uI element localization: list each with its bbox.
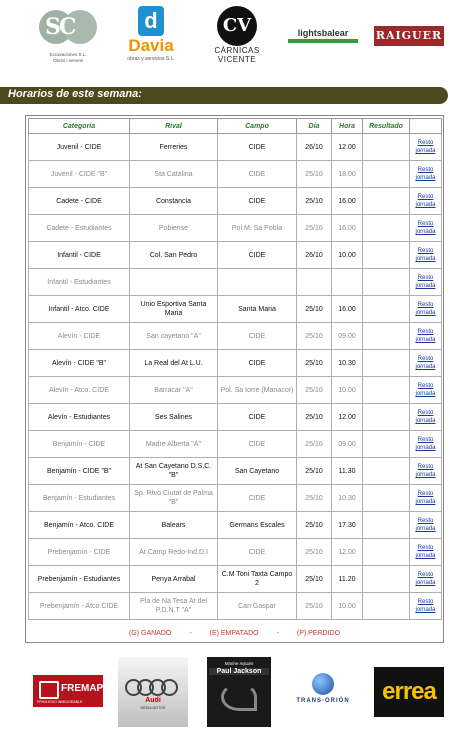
cell-dia: 25/10 — [297, 566, 332, 593]
cell-campo — [218, 269, 297, 296]
cell-hora: 10.30 — [332, 350, 363, 377]
cell-hora: 11.30 — [332, 458, 363, 485]
cell-hora: 12.00 — [332, 539, 363, 566]
cell-resultado — [363, 431, 410, 458]
cell-rival: Col. San Pedro — [130, 242, 218, 269]
link-text-2: jornada — [415, 148, 436, 154]
resto-jornada-link[interactable] — [412, 193, 439, 209]
cell-resultado — [363, 134, 410, 161]
section-header — [0, 87, 448, 104]
cell-dia: 25/10 — [297, 377, 332, 404]
cell-dia: 25/10 — [297, 593, 332, 620]
table-row — [29, 350, 442, 377]
link-text-2: jornada — [415, 607, 436, 613]
table-row — [29, 377, 442, 404]
cell-categoria: Prebenjamín - Estudiantes — [29, 566, 130, 593]
cell-dia — [297, 269, 332, 296]
cell-rival: Sp. Rtvo Ciutat de Palma "B" — [130, 485, 218, 512]
link-text-2: jornada — [415, 445, 436, 451]
link-text-2: jornada — [415, 202, 436, 208]
table-row — [29, 485, 442, 512]
table-row — [29, 458, 442, 485]
pj-name: Paul Jackson — [209, 668, 269, 675]
link-text-2: jornada — [415, 337, 436, 343]
link-text-2: jornada — [415, 229, 436, 235]
table-row — [29, 566, 442, 593]
sponsor-audi-logo[interactable] — [118, 657, 188, 727]
audi-subtitle: MEDIA MOTOR — [140, 706, 166, 710]
cell-resto-jornada — [410, 188, 442, 215]
cell-dia: 25/10 — [297, 512, 332, 539]
cell-campo: CIDE — [218, 350, 297, 377]
sponsor-paul-jackson-logo[interactable] — [207, 657, 271, 727]
sc-line2: Obres i serveis — [52, 58, 83, 63]
cell-rival: Penya Arrabal — [130, 566, 218, 593]
resto-jornada-link[interactable] — [412, 544, 439, 560]
fremap-name: FREMAP — [61, 683, 104, 694]
cell-categoria: Benjamín - Atco. CIDE — [29, 512, 130, 539]
cell-hora: 12.00 — [332, 404, 363, 431]
cell-resultado — [363, 215, 410, 242]
cell-rival: Barracar "A" — [130, 377, 218, 404]
cell-resto-jornada — [410, 377, 442, 404]
link-text-1: Resto — [417, 491, 434, 497]
sponsor-fremap-logo[interactable] — [33, 675, 103, 707]
cell-rival — [130, 269, 218, 296]
davia-d-icon: d — [138, 6, 164, 36]
link-text-2: jornada — [415, 175, 436, 181]
cell-resultado — [363, 593, 410, 620]
cell-rival: Balears — [130, 512, 218, 539]
cell-dia: 25/10 — [297, 323, 332, 350]
cell-resto-jornada — [410, 458, 442, 485]
link-text-2: jornada — [415, 310, 436, 316]
cell-categoria: Benjamín - CIDE — [29, 431, 130, 458]
cell-campo: CIDE — [218, 161, 297, 188]
cell-dia: 25/10 — [297, 539, 332, 566]
cell-resto-jornada — [410, 593, 442, 620]
resto-jornada-link[interactable] — [412, 220, 439, 236]
sponsor-raiguer-logo[interactable] — [374, 26, 444, 46]
cell-rival: Constancia — [130, 188, 218, 215]
table-row — [29, 512, 442, 539]
cell-dia: 25/10 — [297, 431, 332, 458]
link-text-1: Resto — [417, 140, 434, 146]
cell-resultado — [363, 242, 410, 269]
cell-campo: San Cayetano — [218, 458, 297, 485]
sponsor-lightsbalear-logo[interactable] — [288, 28, 358, 43]
table-row — [29, 404, 442, 431]
sponsor-errea-logo[interactable] — [374, 667, 444, 717]
cell-hora: 10.00 — [332, 242, 363, 269]
resto-jornada-link[interactable] — [412, 517, 439, 533]
table-row — [29, 431, 442, 458]
resto-jornada-link[interactable] — [412, 382, 439, 398]
cell-dia: 25/10 — [297, 485, 332, 512]
lightsbalear-bar — [288, 39, 358, 43]
sc-letters: SC — [45, 14, 75, 40]
cell-resto-jornada — [410, 350, 442, 377]
cell-resultado — [363, 377, 410, 404]
cell-resultado — [363, 485, 410, 512]
cell-rival: La Real del At L.U. — [130, 350, 218, 377]
cell-campo: CIDE — [218, 188, 297, 215]
cell-hora: 17.30 — [332, 512, 363, 539]
cell-campo: CIDE — [218, 404, 297, 431]
cell-resultado — [363, 539, 410, 566]
link-text-1: Resto — [417, 302, 434, 308]
cell-campo: Pol. Sa torre (Manacor) — [218, 377, 297, 404]
cell-resto-jornada — [410, 485, 442, 512]
cv-monogram-icon: CV — [217, 6, 257, 46]
cell-hora: 18.00 — [332, 161, 363, 188]
audi-name: Audi — [145, 697, 161, 704]
cell-categoria: Alevín - Estudiantes — [29, 404, 130, 431]
link-text-1: Resto — [417, 221, 434, 227]
sc-line1: Excavaciones S.L. — [49, 52, 87, 57]
cell-hora: 11.20 — [332, 566, 363, 593]
link-text-2: jornada — [415, 553, 436, 559]
link-text-1: Resto — [417, 248, 434, 254]
cell-resto-jornada — [410, 215, 442, 242]
audi-rings-icon — [125, 679, 181, 693]
cell-resultado — [363, 323, 410, 350]
cell-rival: San cayetano "A" — [130, 323, 218, 350]
cell-resto-jornada — [410, 431, 442, 458]
link-text-1: Resto — [417, 194, 434, 200]
resto-jornada-link[interactable] — [412, 490, 439, 506]
cell-resultado — [363, 269, 410, 296]
cell-resto-jornada — [410, 296, 442, 323]
link-text-1: Resto — [417, 464, 434, 470]
cell-categoria: Alevín - CIDE "B" — [29, 350, 130, 377]
cell-categoria: Infantil - Estudiantes — [29, 269, 130, 296]
resto-jornada-link[interactable] — [412, 571, 439, 587]
cell-categoria: Juvenil - CIDE — [29, 134, 130, 161]
link-text-2: jornada — [415, 526, 436, 532]
table-row — [29, 134, 442, 161]
cell-campo: C.M Toni Taxta Campo 2 — [218, 566, 297, 593]
cell-resto-jornada — [410, 512, 442, 539]
link-text-1: Resto — [417, 329, 434, 335]
cell-resultado — [363, 161, 410, 188]
cell-resultado — [363, 458, 410, 485]
sponsor-trans-orion-logo[interactable] — [288, 673, 358, 704]
link-text-2: jornada — [415, 418, 436, 424]
cell-hora: 12.00 — [332, 134, 363, 161]
resto-jornada-link[interactable] — [412, 139, 439, 155]
table-row — [29, 269, 442, 296]
cell-resultado — [363, 296, 410, 323]
legend-draw: (E) EMPATADO — [209, 630, 259, 637]
resto-jornada-link[interactable] — [412, 247, 439, 263]
cell-hora: 10.00 — [332, 593, 363, 620]
cell-dia: 25/10 — [297, 458, 332, 485]
pj-tagline: Marine repairs — [224, 661, 254, 666]
cell-dia: 25/10 — [297, 215, 332, 242]
cell-categoria: Prebenjamín - CIDE — [29, 539, 130, 566]
errea-name: errea — [382, 678, 436, 705]
cell-rival: At San Cayetano D.S.C. "B" — [130, 458, 218, 485]
cell-rival: Sta Catalina — [130, 161, 218, 188]
link-text-1: Resto — [417, 410, 434, 416]
table-row — [29, 215, 442, 242]
cell-campo: Can Gaspar — [218, 593, 297, 620]
legend-won: (G) GANADO — [128, 630, 172, 637]
fremap-mark-icon — [39, 681, 59, 699]
cell-categoria: Benjamín - Estudiantes — [29, 485, 130, 512]
cell-campo: Pol.M. Sa Pobla — [218, 215, 297, 242]
top-sponsors — [0, 0, 450, 80]
header-hora: Hora — [332, 119, 363, 134]
cv-line2: VICENTE — [217, 55, 257, 64]
cell-campo: CIDE — [218, 539, 297, 566]
resto-jornada-link[interactable] — [412, 274, 439, 290]
link-text-2: jornada — [415, 499, 436, 505]
table-header-row — [29, 119, 442, 134]
cell-resultado — [363, 350, 410, 377]
link-text-2: jornada — [415, 283, 436, 289]
cell-hora: 16.00 — [332, 215, 363, 242]
header-link — [410, 119, 442, 134]
resto-jornada-link[interactable] — [412, 598, 439, 614]
cell-resto-jornada — [410, 539, 442, 566]
sponsor-davia-logo[interactable] — [120, 6, 182, 62]
davia-name: Davia — [128, 36, 174, 55]
resto-jornada-link[interactable] — [412, 463, 439, 479]
cell-hora: 10.00 — [332, 377, 363, 404]
resto-jornada-link[interactable] — [412, 328, 439, 344]
cell-resultado — [363, 512, 410, 539]
cell-resultado — [363, 188, 410, 215]
table-row — [29, 242, 442, 269]
cell-resultado — [363, 566, 410, 593]
cell-resto-jornada — [410, 269, 442, 296]
resto-jornada-link[interactable] — [412, 436, 439, 452]
link-text-2: jornada — [415, 472, 436, 478]
sponsor-carnicas-vicente-logo[interactable] — [210, 6, 264, 64]
link-text-1: Resto — [417, 518, 434, 524]
cell-categoria: Cadete - CIDE — [29, 188, 130, 215]
resto-jornada-link[interactable] — [412, 166, 439, 182]
cell-hora — [332, 269, 363, 296]
header-campo: Campo — [218, 119, 297, 134]
cell-campo: CIDE — [218, 134, 297, 161]
bottom-sponsors — [0, 655, 450, 730]
globe-icon — [312, 673, 334, 695]
cell-resto-jornada — [410, 566, 442, 593]
cell-resultado — [363, 404, 410, 431]
section-title: Horarios de este semana: — [8, 88, 142, 100]
link-text-2: jornada — [415, 364, 436, 370]
schedule-body — [29, 134, 442, 620]
cell-hora: 16.00 — [332, 188, 363, 215]
cell-dia: 25/10 — [297, 188, 332, 215]
cell-categoria: Prebenjamín - Atco.CIDE — [29, 593, 130, 620]
cell-hora: 10.30 — [332, 485, 363, 512]
cell-categoria: Infantil - CIDE — [29, 242, 130, 269]
cell-rival: Unio Esportiva Santa Maria — [130, 296, 218, 323]
cell-categoria: Cadete - Estudiantes — [29, 215, 130, 242]
cell-rival: At Camp Redo-Ind.D.I — [130, 539, 218, 566]
link-text-2: jornada — [415, 256, 436, 262]
cell-categoria: Alevín - CIDE — [29, 323, 130, 350]
header-categoria: Categoría — [29, 119, 130, 134]
header-resultado: Resultado — [363, 119, 410, 134]
cell-categoria: Infantil - Atco. CIDE — [29, 296, 130, 323]
cell-resto-jornada — [410, 161, 442, 188]
cell-campo: CIDE — [218, 485, 297, 512]
cell-rival: Ses Salines — [130, 404, 218, 431]
header-dia: Día — [297, 119, 332, 134]
link-text-1: Resto — [417, 356, 434, 362]
cell-rival: Pobiense — [130, 215, 218, 242]
result-legend — [26, 630, 443, 637]
resto-jornada-link[interactable] — [412, 301, 439, 317]
link-text-1: Resto — [417, 599, 434, 605]
lightsbalear-name: lightsbalear — [297, 28, 349, 38]
resto-jornada-link[interactable] — [412, 355, 439, 371]
table-row — [29, 593, 442, 620]
schedule-panel — [25, 115, 444, 643]
cell-hora: 09.00 — [332, 431, 363, 458]
cell-categoria: Alevín - Atco. CIDE — [29, 377, 130, 404]
resto-jornada-link[interactable] — [412, 409, 439, 425]
link-text-2: jornada — [415, 580, 436, 586]
cell-dia: 26/10 — [297, 134, 332, 161]
legend-lost: (P) PERDIDO — [296, 630, 341, 637]
raiguer-name: RAIGUER — [374, 26, 444, 46]
davia-subtitle: obras y servicios S.L. — [127, 56, 175, 62]
cell-resto-jornada — [410, 242, 442, 269]
cell-categoria: Benjamín - CIDE "B" — [29, 458, 130, 485]
cell-campo: Germans Escales — [218, 512, 297, 539]
cell-resto-jornada — [410, 134, 442, 161]
legend-sep-2: - — [276, 630, 279, 637]
cell-rival: Pla de Na Tesa At del P.D.N.T "A" — [130, 593, 218, 620]
link-text-1: Resto — [417, 437, 434, 443]
link-text-2: jornada — [415, 391, 436, 397]
link-text-1: Resto — [417, 545, 434, 551]
legend-sep-1: - — [189, 630, 192, 637]
link-text-1: Resto — [417, 275, 434, 281]
table-row — [29, 539, 442, 566]
cell-hora: 09.00 — [332, 323, 363, 350]
table-row — [29, 188, 442, 215]
table-row — [29, 161, 442, 188]
sponsor-sc-logo[interactable] — [38, 8, 98, 64]
cell-rival: Madre Alberta "A" — [130, 431, 218, 458]
table-row — [29, 323, 442, 350]
cell-campo: CIDE — [218, 323, 297, 350]
link-text-1: Resto — [417, 383, 434, 389]
cell-categoria: Juvenil - CIDE "B" — [29, 161, 130, 188]
cell-dia: 25/10 — [297, 350, 332, 377]
cell-hora: 16.00 — [332, 296, 363, 323]
link-text-1: Resto — [417, 167, 434, 173]
sc-emblem-icon — [39, 8, 97, 52]
trans-orion-name: TRANS-ORIÓN — [296, 698, 350, 704]
cell-rival: Ferreries — [130, 134, 218, 161]
cell-dia: 25/10 — [297, 404, 332, 431]
cell-resto-jornada — [410, 404, 442, 431]
cell-dia: 26/10 — [297, 242, 332, 269]
cell-campo: Santa Maria — [218, 296, 297, 323]
cell-dia: 25/10 — [297, 161, 332, 188]
table-row — [29, 296, 442, 323]
pj-wave-icon — [221, 683, 257, 711]
header-rival: Rival — [130, 119, 218, 134]
fremap-subtitle: PRIVILEGIO INMEJORABLE — [37, 700, 83, 704]
cell-resto-jornada — [410, 323, 442, 350]
cell-dia: 25/10 — [297, 296, 332, 323]
cell-campo: CIDE — [218, 242, 297, 269]
cv-line1: CÀRNICAS — [214, 46, 260, 55]
link-text-1: Resto — [417, 572, 434, 578]
schedule-table — [28, 118, 442, 620]
cell-campo: CIDE — [218, 431, 297, 458]
